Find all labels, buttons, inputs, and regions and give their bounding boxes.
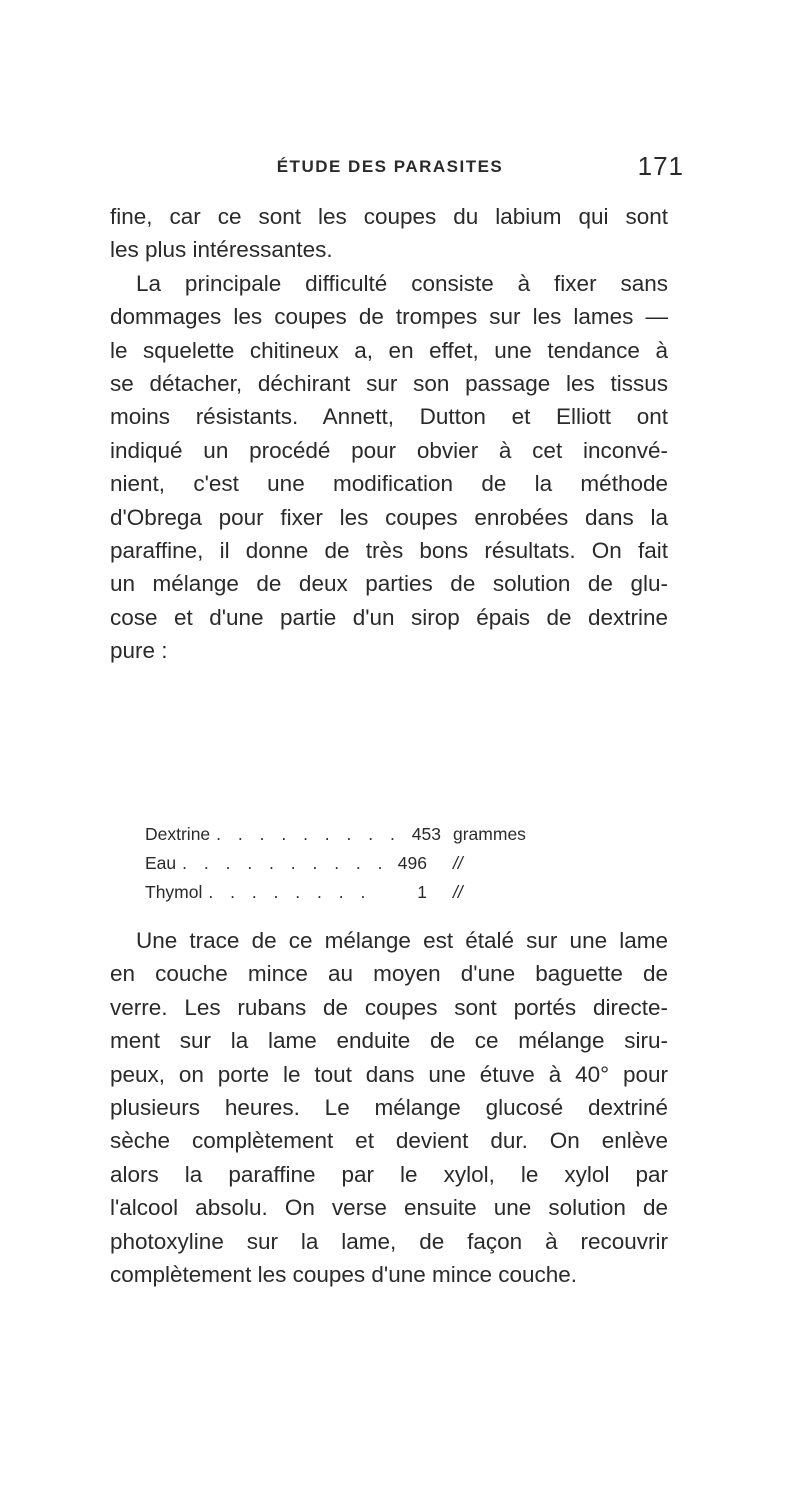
page-number: 171 [637, 151, 684, 181]
text-line: peux, on porte le tout dans une étuve à 40° pour [110, 1061, 668, 1087]
text-line: dommages les coupes de trompes sur les lames — [110, 304, 668, 330]
text-line: plusieurs heures. Le mélange glucosé dextriné [110, 1094, 668, 1120]
text-line: pure : [110, 638, 168, 664]
leader-dots [176, 849, 381, 878]
ingredient-unit: grammes [453, 824, 526, 844]
text-line: La principale difficulté consiste à fixer sans [136, 270, 668, 296]
body-text-continued [110, 924, 668, 1291]
text-line: se détacher, déchirant sur son passage les tissus [110, 370, 668, 396]
text-line: alors la paraffine par le xylol, le xylol par [110, 1161, 668, 1187]
ingredient-quantity: 453 [411, 824, 441, 844]
text-line: paraffine, il donne de très bons résultats. On fait [110, 537, 668, 563]
running-head [110, 151, 684, 182]
text-line: Une trace de ce mélange est étalé sur une lame [136, 928, 668, 953]
text-line: fine, car ce sont les coupes du labium qui sont [110, 204, 668, 229]
ingredient-unit: // [453, 882, 463, 902]
text-line: d'Obrega pour fixer les coupes enrobées dans la [110, 504, 668, 530]
ingredient-name: Eau [145, 853, 177, 873]
text-line: un mélange de deux parties de solution de glu- [110, 571, 668, 597]
recipe-row [145, 878, 565, 907]
running-title: ÉTUDE DES PARASITES [276, 157, 504, 176]
text-line: verre. Les rubans de coupes sont portés directe- [110, 994, 668, 1020]
ingredient-name: Dextrine [145, 824, 211, 844]
text-line: photoxyline sur la lame, de façon à recouvrir [110, 1228, 668, 1254]
text-line: sèche complètement et devient dur. On enlève [110, 1128, 668, 1154]
ingredient-quantity: 1 [417, 882, 427, 902]
body-text [110, 200, 668, 667]
leader-dots [210, 820, 395, 849]
text-line: ment sur la lame enduite de ce mélange siru- [110, 1028, 668, 1054]
recipe-table [145, 820, 565, 907]
text-line: cose et d'une partie d'un sirop épais de dextrine [110, 604, 668, 630]
text-line: les plus intéressantes. [110, 237, 333, 263]
ingredient-unit: // [453, 853, 463, 873]
recipe-row [145, 820, 565, 849]
text-line: l'alcool absolu. On verse ensuite une solution de [110, 1195, 668, 1221]
recipe-row [145, 849, 565, 878]
leader-dots [202, 878, 381, 907]
text-line: nient, c'est une modification de la méthode [110, 471, 668, 497]
text-line: le squelette chitineux a, en effet, une tendance à [110, 337, 668, 363]
text-line: complètement les coupes d'une mince couche. [110, 1261, 578, 1287]
text-line: en couche mince au moyen d'une baguette de [110, 961, 668, 987]
ingredient-name: Thymol [145, 882, 203, 902]
text-line: moins résistants. Annett, Dutton et Elliott ont [110, 404, 668, 430]
ingredient-quantity: 496 [397, 853, 427, 873]
text-line: indiqué un procédé pour obvier à cet inconvé- [110, 437, 668, 463]
